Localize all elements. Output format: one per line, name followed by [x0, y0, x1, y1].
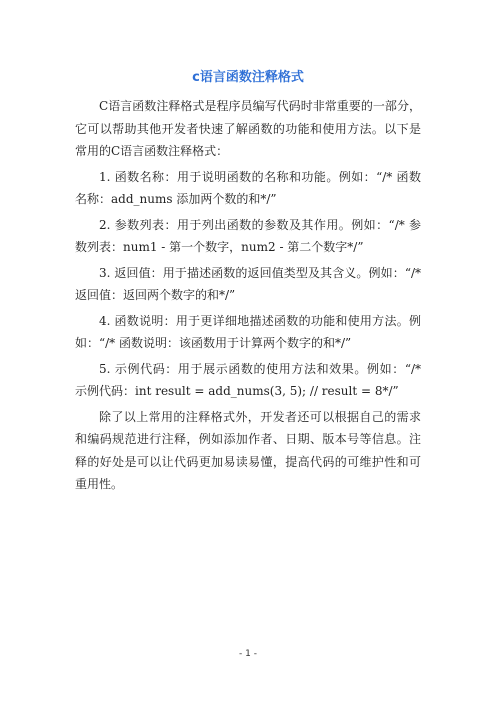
item-parameter-list: 2. 参数列表：用于列出函数的参数及其作用。例如：“/* 参数列表：num1 - 第一个数字，num2 - 第二个数字*/” — [75, 217, 421, 254]
document-title: c语言函数注释格式 — [192, 70, 304, 85]
closing-paragraph: 除了以上常用的注释格式外，开发者还可以根据自己的需求和编码规范进行注释，例如添加作者、日期、版本号等信息。注释的好处是可以让代码更加易读易懂，提高代码的可维护性和可重用性。 — [75, 409, 421, 491]
page-number: - 1 - — [239, 649, 257, 659]
intro-paragraph: C语言函数注释格式是程序员编写代码时非常重要的一部分，它可以帮助其他开发者快速了解函数的功能和使用方法。以下是常用的C语言函数注释格式： — [75, 99, 421, 158]
document-body — [75, 95, 421, 499]
item-function-description: 4. 函数说明：用于更详细地描述函数的功能和使用方法。例如：“/* 函数说明：该函数用于计算两个数字的和*/” — [75, 313, 421, 350]
item-example-code: 5. 示例代码：用于展示函数的使用方法和效果。例如：“/* 示例代码：int result = add_nums(3, 5); // result = 8*/” — [75, 361, 421, 398]
item-function-name: 1. 函数名称：用于说明函数的名称和功能。例如：“/* 函数名称：add_nums 添加两个数的和*/” — [75, 169, 421, 206]
item-return-value: 3. 返回值：用于描述函数的返回值类型及其含义。例如：“/* 返回值：返回两个数字的和*/” — [75, 265, 421, 302]
